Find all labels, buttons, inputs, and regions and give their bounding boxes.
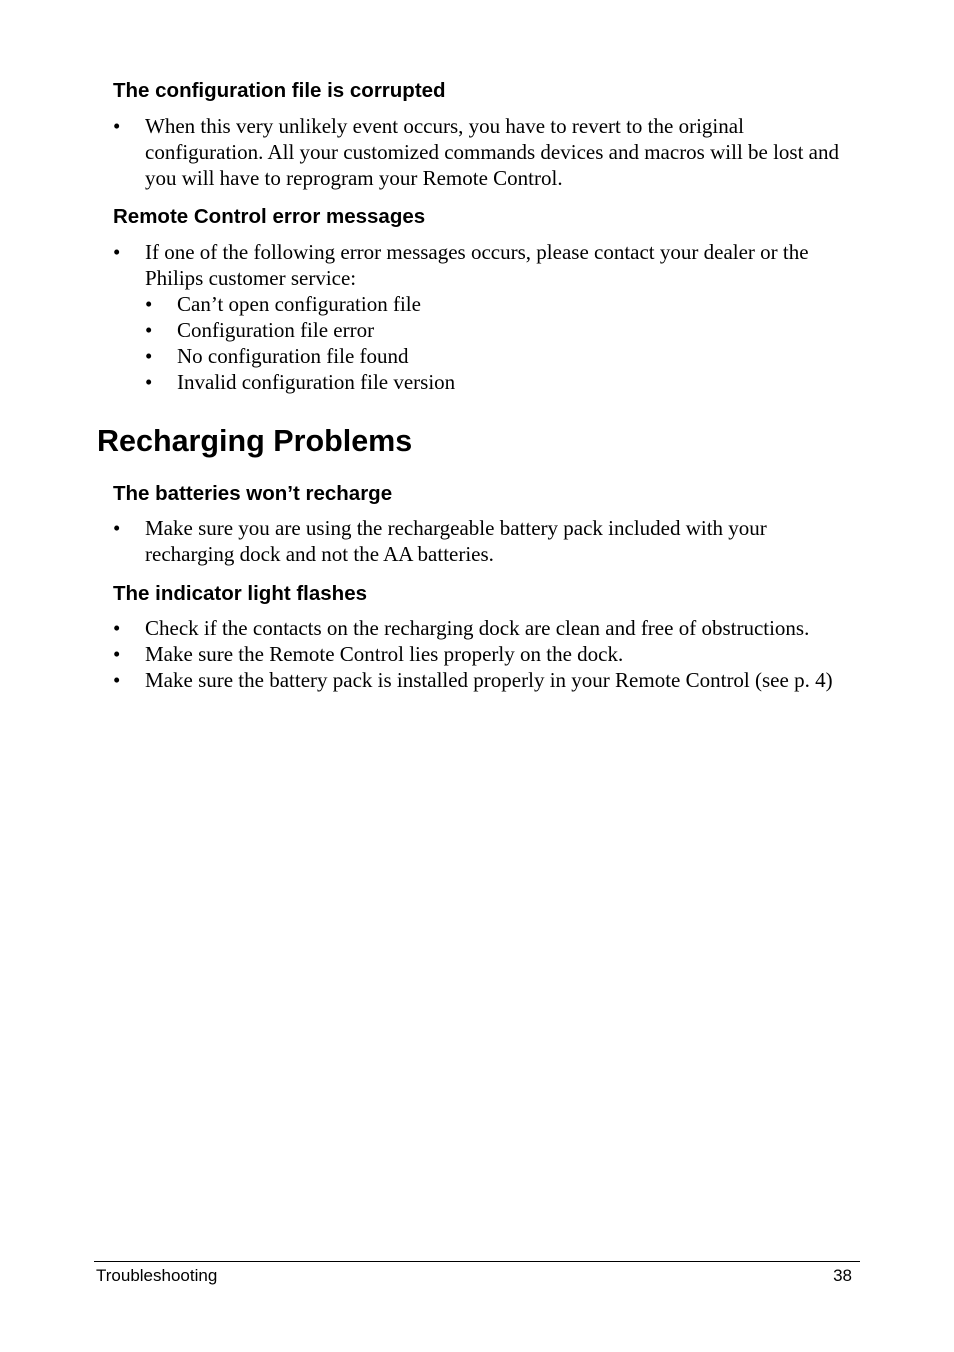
sub-list-item-text: Invalid configuration file version [177, 370, 456, 394]
bullet-glyph: • [113, 240, 121, 264]
list-item [0, 615, 845, 641]
list-item [0, 113, 845, 191]
section-heading-error-messages: Remote Control error messages [113, 205, 426, 228]
bullet-glyph: • [145, 344, 153, 368]
list-item-text: Make sure you are using the rechargeable battery pack included with your recharging dock and not the AA batteries. [145, 516, 767, 566]
sub-list-item-text: Configuration file error [177, 318, 375, 342]
chapter-heading: Recharging Problems [97, 424, 413, 458]
list-item-text: If one of the following error messages occurs, please contact your dealer or the Philips customer service: [145, 240, 809, 290]
list-item-text: Make sure the Remote Control lies properly on the dock. [145, 642, 624, 666]
list-item [0, 515, 845, 567]
indicator-light-list [0, 615, 954, 693]
list-item [0, 667, 845, 693]
list-item-text: Check if the contacts on the recharging dock are clean and free of obstructions. [145, 616, 810, 640]
footer-section-name: Troubleshooting [96, 1266, 218, 1285]
sub-list-item [145, 369, 845, 395]
section-heading-config-corrupted: The configuration file is corrupted [113, 79, 446, 102]
sub-list-item [145, 317, 845, 343]
batteries-list [0, 515, 954, 567]
list-item-text: When this very unlikely event occurs, you have to revert to the original configuration. All your customized commands devices and macros will be lost and you will have to reprogram your Remote Control. [145, 114, 840, 190]
bullet-glyph: • [113, 516, 121, 540]
section-heading-batteries: The batteries won’t recharge [113, 482, 393, 505]
error-message-sublist [145, 291, 845, 395]
error-messages-list [0, 239, 954, 395]
list-item [0, 641, 845, 667]
bullet-glyph: • [113, 616, 121, 640]
bullet-glyph: • [113, 668, 121, 692]
list-item [0, 239, 845, 395]
list-item-text: Make sure the battery pack is installed properly in your Remote Control (see p. 4) [145, 668, 833, 692]
config-corrupted-list [0, 113, 954, 191]
sub-list-item-text: No configuration file found [177, 344, 409, 368]
bullet-glyph: • [145, 318, 153, 342]
sub-list-item-text: Can’t open configuration file [177, 292, 421, 316]
footer-divider [94, 1261, 860, 1262]
sub-list-item [145, 343, 845, 369]
section-heading-indicator-light: The indicator light flashes [113, 582, 368, 605]
bullet-glyph: • [113, 114, 121, 138]
footer-page-number: 38 [833, 1266, 852, 1285]
bullet-glyph: • [145, 292, 153, 316]
sub-list-item [145, 291, 845, 317]
bullet-glyph: • [145, 370, 153, 394]
bullet-glyph: • [113, 642, 121, 666]
